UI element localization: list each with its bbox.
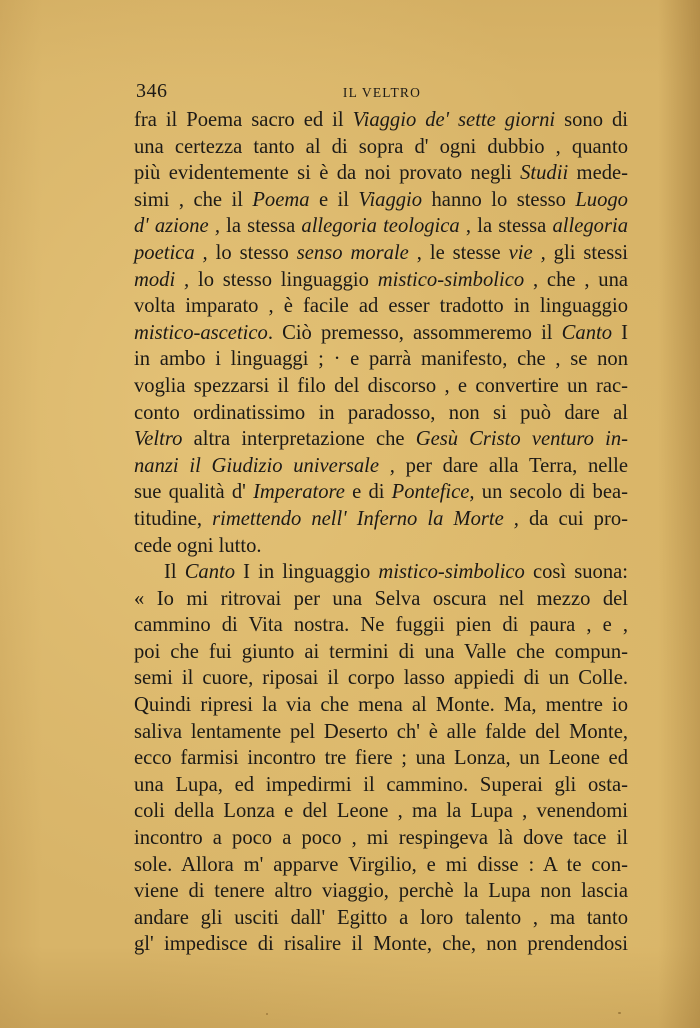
text-segment: e di — [344, 481, 392, 504]
text-segment: da cui pro- — [518, 507, 628, 530]
text-segment: conto ordinatissimo in paradosso, non si può dare al — [134, 401, 628, 424]
italic-text: allegoria — [552, 215, 628, 238]
text-segment: titudine, — [134, 507, 213, 530]
italic-text: Pontefice, — [391, 481, 475, 504]
text-line — [134, 506, 628, 533]
text-line — [134, 400, 628, 427]
text-segment: , la stessa — [459, 215, 553, 238]
text-line — [134, 267, 628, 294]
text-segment: mede- — [568, 162, 629, 185]
italic-text: Luogo — [575, 188, 628, 211]
text-line — [134, 878, 628, 905]
text-segment: Il — [164, 561, 185, 584]
text-segment: andare gli usciti dall' Egitto a loro talento , ma tanto — [134, 906, 628, 929]
italic-text: mistico-ascetico — [134, 321, 268, 344]
text-segment: , che , una — [524, 268, 629, 291]
text-line — [134, 320, 628, 347]
italic-text: mistico-simbolico — [378, 561, 525, 584]
text-line — [134, 240, 628, 267]
text-line — [134, 479, 628, 506]
text-segment: . Ciò premesso, assommeremo il — [267, 321, 562, 344]
text-segment: sole. Allora m' apparve Virgilio, e mi disse : A te con- — [134, 853, 628, 876]
text-line — [134, 639, 628, 666]
text-segment: cammino di Vita nostra. Ne fuggii pien di paura , e , — [134, 614, 628, 637]
text-segment: gl' impedisce di risalire il Monte, che, non prendendosi — [134, 933, 628, 956]
text-line — [134, 160, 628, 187]
italic-text: rimettendo nell' Inferno la Morte , — [212, 507, 519, 530]
text-segment: per dare alla Terra, nelle — [394, 454, 628, 477]
text-segment: , le stesse — [408, 241, 509, 264]
text-line — [134, 852, 628, 879]
text-segment: lo stesso linguaggio — [189, 268, 378, 291]
text-line — [134, 187, 628, 214]
text-line — [134, 665, 628, 692]
italic-text: Poema — [252, 188, 310, 211]
text-segment: così suona: — [524, 561, 628, 584]
text-segment: fra il Poema sacro ed il — [134, 109, 353, 131]
text-segment: un secolo di bea- — [474, 481, 628, 504]
text-line — [134, 772, 628, 799]
text-segment: altra interpretazione che — [182, 428, 416, 451]
paper-speck — [618, 1012, 621, 1014]
text-line — [134, 586, 628, 613]
text-segment: I — [612, 321, 628, 344]
text-line — [134, 559, 628, 586]
text-line — [134, 426, 628, 453]
text-segment: voglia spezzarsi il filo del discorso , e convertire un rac- — [134, 374, 628, 397]
italic-text: nanzi il Giudizio universale , — [134, 454, 395, 477]
running-head: IL VELTRO — [342, 85, 422, 100]
text-segment: più evidentemente si è da noi provato negli — [134, 162, 521, 185]
text-segment: « Io mi ritrovai per una Selva oscura nel mezzo del — [134, 587, 628, 610]
text-segment: poi che fui giunto ai termini di una Valle che compun- — [134, 640, 628, 663]
text-segment: ecco farmisi incontro tre fiere ; una Lonza, un Leone ed — [134, 747, 628, 770]
text-segment: hanno lo stesso — [422, 188, 576, 211]
italic-text: modi , — [134, 268, 190, 291]
italic-text: Canto — [561, 321, 613, 344]
text-segment: saliva lentamente pel Deserto ch' è alle falde del Monte, — [134, 720, 628, 743]
text-line — [134, 798, 628, 825]
page-number: 346 — [136, 80, 168, 102]
italic-text: vie , — [508, 241, 546, 264]
text-segment: coli della Lonza e del Leone , ma la Lupa , venendomi — [134, 800, 628, 823]
italic-text: Veltro — [134, 428, 183, 451]
text-segment: gli stessi — [545, 241, 628, 264]
italic-text: Gesù Cristo venturo in- — [415, 428, 629, 451]
italic-text: senso morale — [296, 241, 409, 264]
paper-speck — [266, 1013, 268, 1015]
text-line — [134, 107, 628, 134]
text-segment: sono di — [555, 109, 628, 131]
text-line — [134, 453, 628, 480]
text-segment: I in linguaggio — [235, 561, 379, 584]
italic-text: mistico-simbolico — [377, 268, 525, 291]
text-line — [134, 346, 628, 373]
text-segment: volta imparato , è facile ad esser tradotto in linguaggio — [134, 295, 628, 318]
text-segment: incontro a poco a poco , mi respingeva là dove tace il — [134, 827, 628, 850]
italic-text: Imperatore — [253, 481, 345, 504]
text-line — [134, 692, 628, 719]
text-line — [134, 533, 628, 560]
text-segment: Quindi ripresi la via che mena al Monte. Ma, mentre io — [134, 694, 628, 717]
page-header — [136, 80, 628, 104]
text-line — [134, 373, 628, 400]
text-segment: cede ogni lutto. — [134, 534, 262, 557]
text-segment: sue qualità d' — [134, 481, 254, 504]
italic-text: poetica , — [134, 241, 208, 264]
text-segment: lo stesso — [207, 241, 297, 264]
text-line — [134, 213, 628, 240]
text-line — [134, 719, 628, 746]
text-line — [134, 931, 628, 958]
text-segment: la stessa — [219, 215, 302, 238]
text-segment: una certezza tanto al di sopra d' ogni dubbio , quanto — [134, 135, 628, 158]
italic-text: d' azione , — [134, 215, 220, 238]
text-segment: una Lupa, ed impedirmi il cammino. Superai gli osta- — [134, 773, 628, 796]
text-line — [134, 745, 628, 772]
italic-text: allegoria teologica — [301, 215, 460, 238]
text-line — [134, 825, 628, 852]
text-line — [134, 612, 628, 639]
text-segment: in ambo i linguaggi ; · e parrà manifesto, che , se non — [134, 348, 628, 371]
text-line — [134, 293, 628, 320]
text-line — [134, 134, 628, 161]
italic-text: Viaggio de' sette giorni — [352, 109, 556, 131]
text-line — [134, 905, 628, 932]
italic-text: Canto — [184, 561, 236, 584]
text-segment: semi il cuore, riposai il corpo lasso appiedi di un Colle. — [134, 667, 628, 690]
body-text — [134, 107, 628, 958]
italic-text: Studii — [520, 162, 569, 185]
text-segment: simi , che il — [134, 188, 253, 211]
text-segment: e il — [309, 188, 359, 211]
italic-text: Viaggio — [358, 188, 423, 211]
text-segment: viene di tenere altro viaggio, perchè la Lupa non lascia — [134, 880, 628, 903]
